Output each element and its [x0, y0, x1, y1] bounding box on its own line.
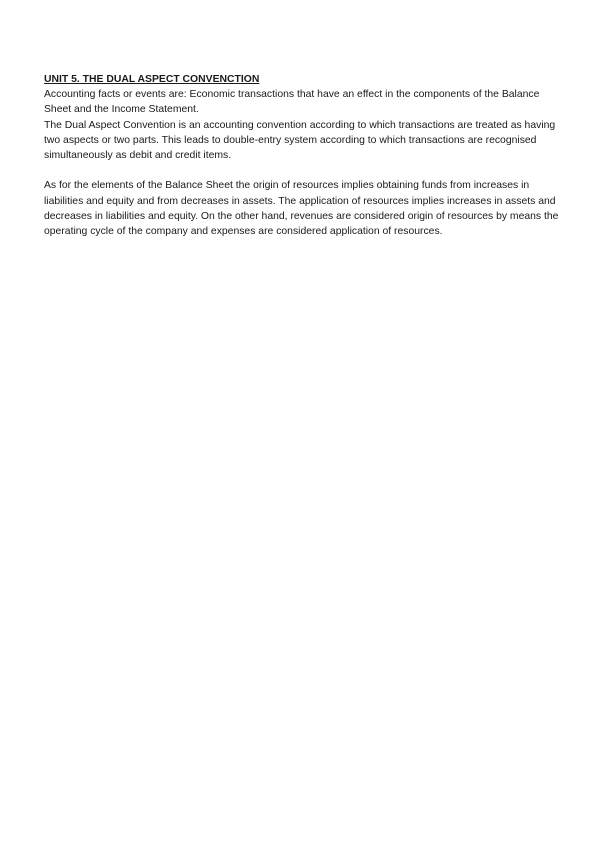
paragraph-balance-sheet-resources: As for the elements of the Balance Sheet the origin of resources implies obtaining funds from increases in liabilities and equity and from decreases in assets. The application of resources implies increases in assets and decreases in liabilities and equity. On the other hand, revenues are considered origin of resources by means the operating cycle of the company and expenses are considered application of resources.	[44, 180, 559, 238]
paragraph-spacer	[44, 163, 560, 178]
unit-heading: UNIT 5. THE DUAL ASPECT CONVENCTION	[44, 74, 260, 85]
document-body	[44, 72, 560, 239]
paragraph-accounting-facts: Accounting facts or events are: Economic transactions that have an effect in the components of the Balance Sheet and the Income Statement.	[44, 89, 540, 116]
paragraph-dual-aspect-convention: The Dual Aspect Convention is an accounting convention according to which transactions are treated as having two aspects or two parts. This leads to double-entry system according to which transactions are recognised simultaneously as debit and credit items.	[44, 119, 556, 162]
